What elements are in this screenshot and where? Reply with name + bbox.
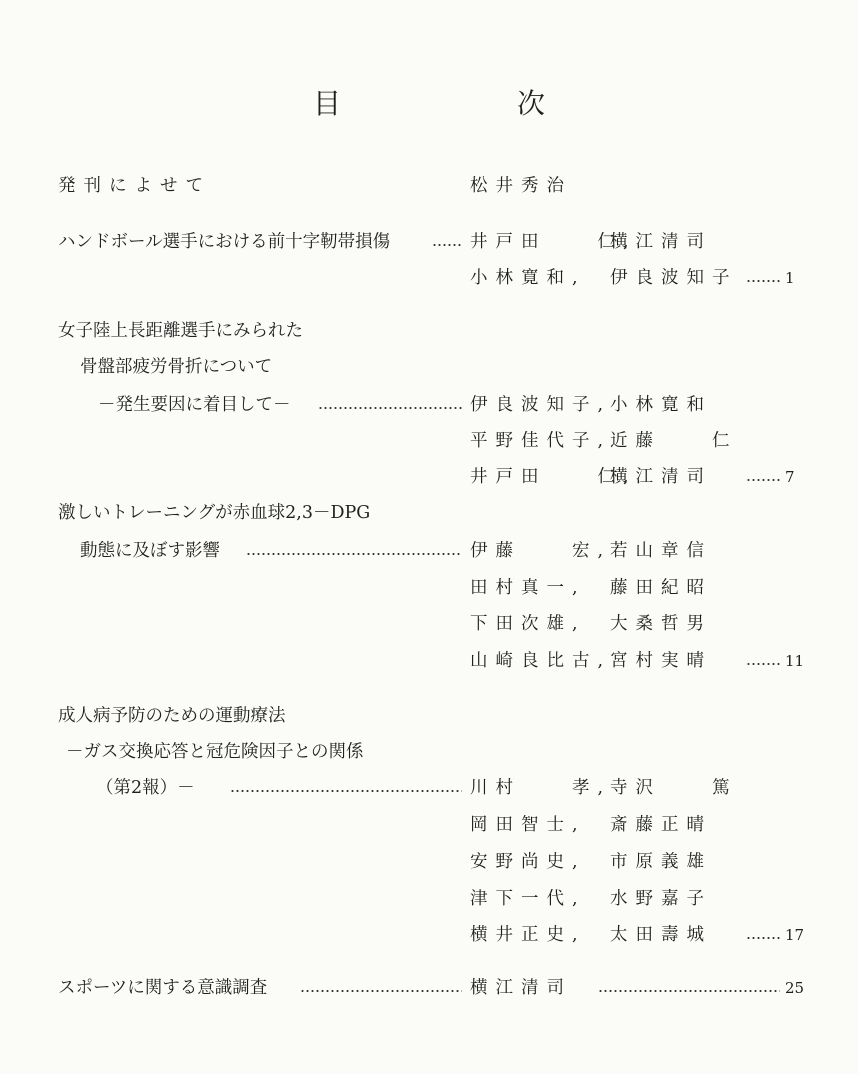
dot-leader (746, 479, 780, 481)
page-number: 17 (785, 926, 805, 944)
page-number: 7 (785, 468, 795, 486)
author-name: 大桑哲男 (610, 614, 712, 634)
author-name: 小林寛和 (610, 395, 712, 415)
entry-title-line: 激しいトレーニングが赤血球2,3－DPG (58, 503, 371, 523)
author-name: 井戸田 仁, (470, 467, 637, 487)
author-name: 井戸田 仁, (470, 232, 637, 252)
author-name: 小林寛和, (470, 268, 586, 288)
author-name: 下田次雄, (470, 614, 586, 634)
author-name: 田村真一, (470, 578, 586, 598)
page-number: 25 (785, 979, 805, 997)
dot-leader (300, 990, 462, 992)
author-name: 宮村実晴 (610, 651, 712, 671)
author-name: 水野嘉子 (610, 889, 712, 909)
author-name: 伊藤 宏, (470, 541, 612, 561)
dot-leader (746, 937, 780, 939)
author-name: 横江清司 (610, 467, 712, 487)
author-name: 津下一代, (470, 889, 586, 909)
entry-title-line: －発生要因に着目して－ (98, 395, 291, 415)
page-number: 1 (785, 269, 795, 287)
page-number: 11 (785, 652, 805, 670)
author-name: 安野尚史, (470, 852, 586, 872)
author-name: 若山章信 (610, 541, 712, 561)
author-name: 近藤 仁 (610, 431, 738, 451)
entry-title-line: 動態に及ぼす影響 (80, 541, 220, 561)
author-name: 市原義雄 (610, 852, 712, 872)
author-name: 斎藤正晴 (610, 815, 712, 835)
dot-leader (598, 990, 780, 992)
entry-title-line: 発刊によせて (58, 176, 211, 196)
dot-leader (230, 790, 462, 792)
author-name: 横井正史, (470, 925, 586, 945)
author-name: 伊良波知子 (610, 268, 738, 288)
author-name: 藤田紀昭 (610, 578, 712, 598)
entry-title-line: －ガス交換応答と冠危険因子との関係 (66, 742, 364, 762)
author-name: 伊良波知子, (470, 395, 612, 415)
author-name: 平野佳代子, (470, 431, 612, 451)
page-title: 目 次 (312, 87, 619, 120)
dot-leader (746, 280, 780, 282)
entry-title-line: 骨盤部疲労骨折について (80, 357, 273, 377)
author-name: 寺沢 篤 (610, 778, 738, 798)
entry-title-line: （第2報）－ (96, 778, 195, 798)
author-name: 岡田智士, (470, 815, 586, 835)
author-name: 横江清司 (470, 978, 572, 998)
dot-leader (432, 244, 462, 246)
entry-title-line: 成人病予防のための運動療法 (58, 706, 286, 726)
author-name: 太田壽城 (610, 925, 712, 945)
dot-leader (318, 407, 462, 409)
author-name: 松井秀治 (470, 176, 572, 196)
author-name: 横江清司 (610, 232, 712, 252)
dot-leader (746, 663, 780, 665)
dot-leader (246, 553, 462, 555)
entry-title-line: 女子陸上長距離選手にみられた (58, 321, 303, 341)
author-name: 山崎良比古, (470, 651, 612, 671)
author-name: 川村 孝, (470, 778, 612, 798)
entry-title-line: スポーツに関する意識調査 (58, 978, 268, 998)
entry-title-line: ハンドボール選手における前十字靭帯損傷 (58, 232, 391, 252)
